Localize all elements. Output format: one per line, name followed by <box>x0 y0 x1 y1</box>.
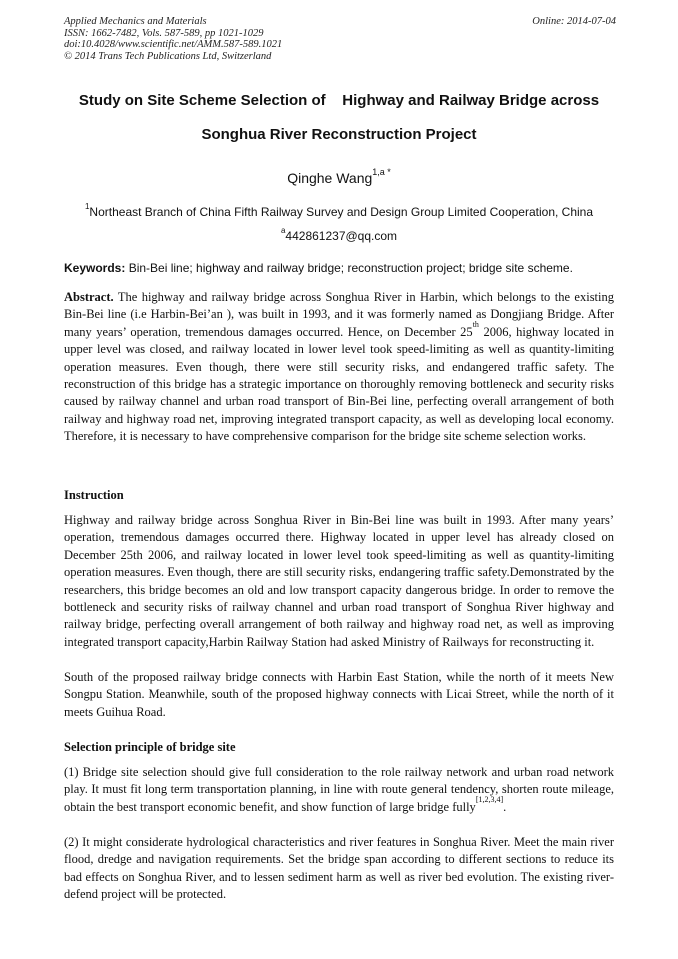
email-text: 442861237@qq.com <box>285 229 398 243</box>
paper-title-line-1: Study on Site Scheme Selection of Highway and Railway Bridge across <box>78 92 600 109</box>
instruction-paragraph-1: Highway and railway bridge across Songhua River in Bin-Bei line was built in 1993. After many years’ operation, tremendous damages occurred there. Highway located in upper level has already closed on December 25th 2006, and railway located in lower level took speed-limiting as well as quantity-limiting operation measures. Even though, there are still security risks, endangering traffic safety.Demonstrated by the researchers, this bridge becomes an old and low transport capacity dangerous bridge. In order to remove the bottleneck and security risks of railway channel and urban road transport of Songhua River highway and railway bridge, perfecting overall arrangement of both railway and highway road net, as well as improving integrated transport capacity,Harbin Railway Station had asked Ministry of Railways for reconstructing it. <box>64 513 614 649</box>
paper-title-line-2: Songhua River Reconstruction Project <box>201 126 477 143</box>
journal-name: Applied Mechanics and Materials <box>64 16 207 27</box>
citation-ref: [1,2,3,4] <box>475 794 504 804</box>
abstract-sup: th <box>472 319 479 329</box>
selection-heading: Selection principle of bridge site <box>64 740 236 754</box>
author-mark: 1,a * <box>372 167 391 177</box>
keywords-text: Bin-Bei line; highway and railway bridge; reconstruction project; bridge site scheme. <box>125 261 573 275</box>
selection-p1-text: (1) Bridge site selection should give full consideration to the role railway network and urban road network play. It must fit long term transportation planning, in line with route general tendency, shorten route mileage, obtain the best transport economic benefit, and show function of large bridge fully <box>64 765 614 814</box>
online-date: Online: 2014-07-04 <box>532 16 616 27</box>
abstract-text-a: The highway and railway bridge across Songhua River in Harbin, which belongs to the existing Bin-Bei line (i.e Harbin-Bei’an ), was built in 1993, and it was formerly named as Dongjiang Bridge. After many years’ operation, tremendous damages occurred. Hence, on December 25 <box>64 290 614 339</box>
email-mark: a <box>280 226 286 235</box>
journal-header <box>64 16 282 62</box>
affiliation <box>0 202 678 219</box>
abstract-text-b: 2006, highway located in upper level was closed, and railway located in lower level took speed-limiting as well as quantity-limiting operation measures. Even though, there were still security risks, and endangered traffic safety. The reconstruction of this bridge has a strategic importance on thoroughly removing bottleneck and security risks caused by railway channel and urban road transport of Bin-Bei line, perfecting overall arrangement of both railway and highway road net, improving integrated transport capacity, as well as developing local economy. Therefore, it is necessary to have comprehensive comparison for the bridge site scheme selection works. <box>64 324 614 444</box>
author-name: Qinghe Wang <box>287 170 373 186</box>
keywords <box>64 261 616 275</box>
abstract-label: Abstract. <box>64 290 114 304</box>
author <box>0 167 678 186</box>
keywords-label: Keywords: <box>64 261 126 275</box>
selection-paragraph-2: (2) It might considerate hydrological characteristics and river features in Songhua River. Meet the main river flood, dredge and navigation requirements. Set the bridge span according to different sections to reduce its bad effects on Songhua River, and to lessen sediment harm as well as river bed evolution. The existing river-defend project will be protected. <box>64 835 614 902</box>
affiliation-text: Northeast Branch of China Fifth Railway Survey and Design Group Limited Cooperation, China <box>89 205 594 219</box>
selection-paragraph-1 <box>64 764 614 816</box>
instruction-paragraph-2: South of the proposed railway bridge connects with Harbin East Station, while the north of it meets New Songpu Station. Meanwhile, south of the proposed highway connects with Licai Street, while the north of it meets Guihua Road. <box>64 670 614 719</box>
author-email <box>0 226 678 243</box>
selection-p1-end: . <box>503 799 507 814</box>
affiliation-mark: 1 <box>84 202 90 211</box>
instruction-heading: Instruction <box>64 488 124 502</box>
abstract <box>64 289 614 446</box>
journal-doi: doi:10.4028/www.scientific.net/AMM.587-589.1021 <box>64 39 283 50</box>
journal-copyright: © 2014 Trans Tech Publications Ltd, Switzerland <box>64 50 272 62</box>
journal-issn: ISSN: 1662-7482, Vols. 587-589, pp 1021-1029 <box>64 27 264 39</box>
